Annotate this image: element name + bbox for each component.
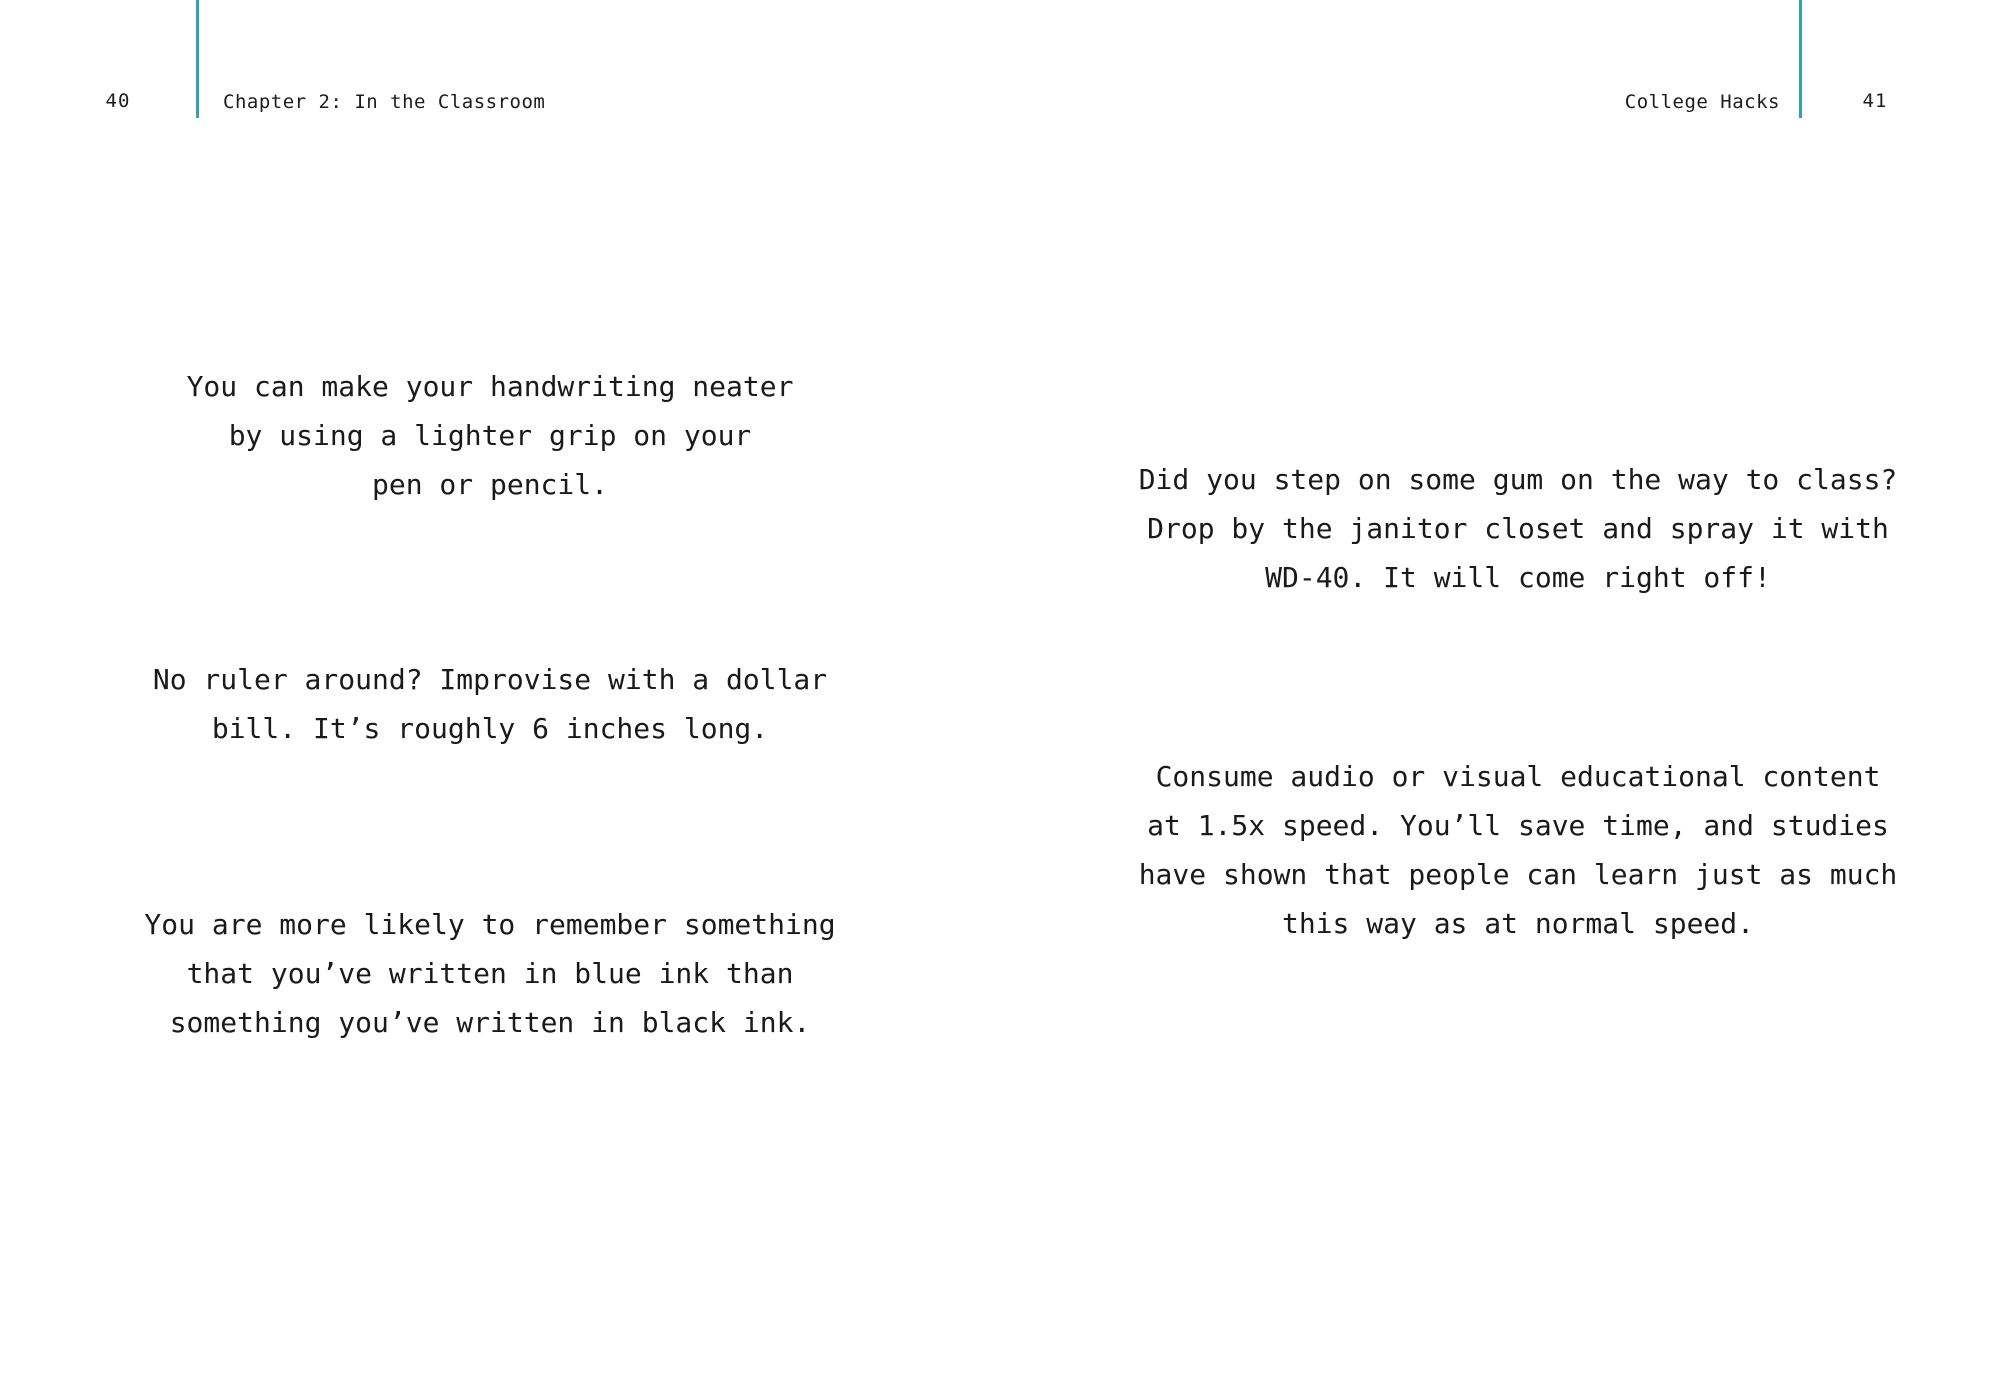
tip-line: Drop by the janitor closet and spray it with bbox=[1147, 512, 1889, 545]
tip-gum-wd40 bbox=[1118, 455, 1918, 602]
tip-dollar-ruler bbox=[90, 655, 890, 753]
left-header-rule bbox=[196, 0, 199, 118]
chapter-title: Chapter 2: In the Classroom bbox=[223, 91, 546, 113]
tip-line: You can make your handwriting neater bbox=[186, 370, 794, 403]
tip-line: at 1.5x speed. You’ll save time, and studies bbox=[1147, 809, 1889, 842]
tip-line: No ruler around? Improvise with a dollar bbox=[152, 663, 828, 696]
tip-line: that you’ve written in blue ink than bbox=[186, 957, 794, 990]
right-page-number: 41 bbox=[1862, 90, 1888, 112]
tip-handwriting bbox=[90, 362, 890, 509]
book-title: College Hacks bbox=[1624, 91, 1780, 113]
tip-line: pen or pencil. bbox=[371, 468, 608, 501]
tip-line: bill. It’s roughly 6 inches long. bbox=[211, 712, 769, 745]
tip-line: You are more likely to remember something bbox=[144, 908, 836, 941]
tip-blue-ink bbox=[90, 900, 890, 1047]
tip-line: have shown that people can learn just as much bbox=[1138, 858, 1898, 891]
tip-line: this way as at normal speed. bbox=[1281, 907, 1754, 940]
right-header-rule bbox=[1799, 0, 1802, 118]
tip-playback-speed bbox=[1118, 752, 1918, 948]
left-page-number: 40 bbox=[105, 90, 131, 112]
tip-line: Consume audio or visual educational content bbox=[1155, 760, 1881, 793]
tip-line: Did you step on some gum on the way to class? bbox=[1138, 463, 1898, 496]
tip-line: by using a lighter grip on your bbox=[228, 419, 752, 452]
tip-line: WD-40. It will come right off! bbox=[1265, 561, 1771, 594]
tip-line: something you’ve written in black ink. bbox=[169, 1006, 811, 1039]
